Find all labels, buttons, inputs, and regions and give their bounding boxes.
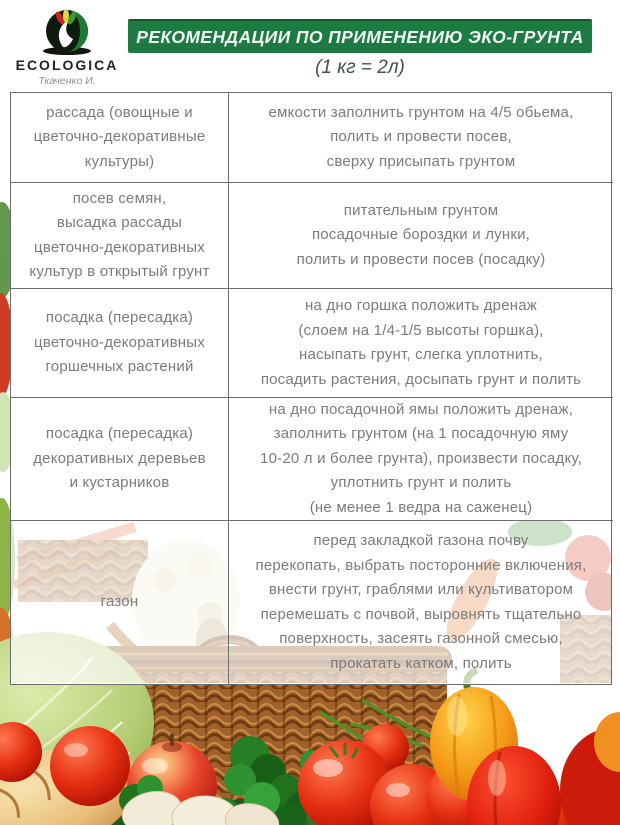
text-line: культуры) [84, 152, 155, 170]
logo-byline: Ткаченко И. [38, 75, 96, 87]
text-line: перекопать, выбрать посторонние включения, [255, 556, 587, 574]
table-cell-instructions-row2 [229, 183, 613, 289]
ecologica-logo-icon [41, 8, 93, 56]
text-line: и кустарников [69, 474, 170, 492]
table-cell-use-row1 [11, 93, 229, 183]
text-line: цветочно-декоративных [34, 238, 205, 256]
text-line: (слоем на 1/4-1/5 высоты горшка), [298, 321, 544, 339]
table-cell-use-row2 [11, 183, 229, 289]
text-line: питательным грунтом [343, 201, 499, 219]
text-line: посев семян, [72, 189, 167, 207]
text-line: полить и провести посев, [330, 128, 512, 146]
text-line: на дно посадочной ямы положить дренаж, [268, 400, 574, 418]
logo [8, 8, 126, 87]
text-line: посадить растения, досыпать грунт и полить [260, 370, 582, 388]
text-line: 10-20 л и более грунта), произвести посадку, [260, 449, 582, 467]
table-cell-instructions-row4 [229, 398, 613, 521]
text-line: культур в открытый грунт [29, 263, 210, 280]
table-cell-use-row4 [11, 398, 229, 521]
text-line: цветочно-декоративных [34, 333, 205, 351]
text-line: горшечных растений [45, 358, 194, 376]
page-title: РЕКОМЕНДАЦИИ ПО ПРИМЕНЕНИЮ ЭКО-ГРУНТА [128, 19, 592, 53]
text-line: прокатать катком, полить [330, 654, 512, 672]
page-subtitle: (1 кг = 2л) [315, 57, 405, 78]
text-line: сверху присыпать грунтом [326, 152, 516, 170]
text-line: рассада (овощные и [46, 103, 193, 121]
text-line: емкости заполнить грунтом на 4/5 обьема, [268, 103, 574, 121]
table-cell-instructions-row1 [229, 93, 613, 183]
text-line: полить и провести посев (посадку) [296, 250, 546, 268]
recommendations-table [10, 92, 612, 685]
text-line: посадка (пересадка) [45, 425, 194, 443]
text-line: (не менее 1 ведра на саженец) [309, 498, 533, 516]
text-line: высадка рассады [56, 214, 183, 231]
text-line: уплотнить грунт и полить [330, 474, 512, 492]
table-cell-use-row3 [11, 289, 229, 398]
text-line: насыпать грунт, слегка уплотнить, [299, 346, 543, 363]
table-cell-instructions-row5 [229, 521, 613, 684]
text-line: внести грунт, граблями или культиватором [268, 581, 574, 598]
text-line: посадка (пересадка) [45, 309, 194, 327]
text-line: перемешать с почвой, выровнять тщательно [260, 605, 582, 623]
table-cell-instructions-row3 [229, 289, 613, 398]
text-line: газон [100, 593, 139, 611]
table-cell-use-row5 [11, 521, 229, 684]
text-line: поверхность, засеять газонной смесью, [279, 630, 563, 647]
text-line: цветочно-декоративные [33, 128, 206, 146]
text-line: заполнить грунтом (на 1 посадочную яму [273, 425, 569, 443]
text-line: декоративных деревьев [33, 449, 206, 467]
text-line: перед закладкой газона почву [313, 532, 529, 549]
text-line: посадочные бороздки и лунки, [311, 226, 531, 244]
logo-brand: ECOLOGICA [15, 57, 119, 73]
text-line: на дно горшка положить дренаж [305, 297, 537, 314]
